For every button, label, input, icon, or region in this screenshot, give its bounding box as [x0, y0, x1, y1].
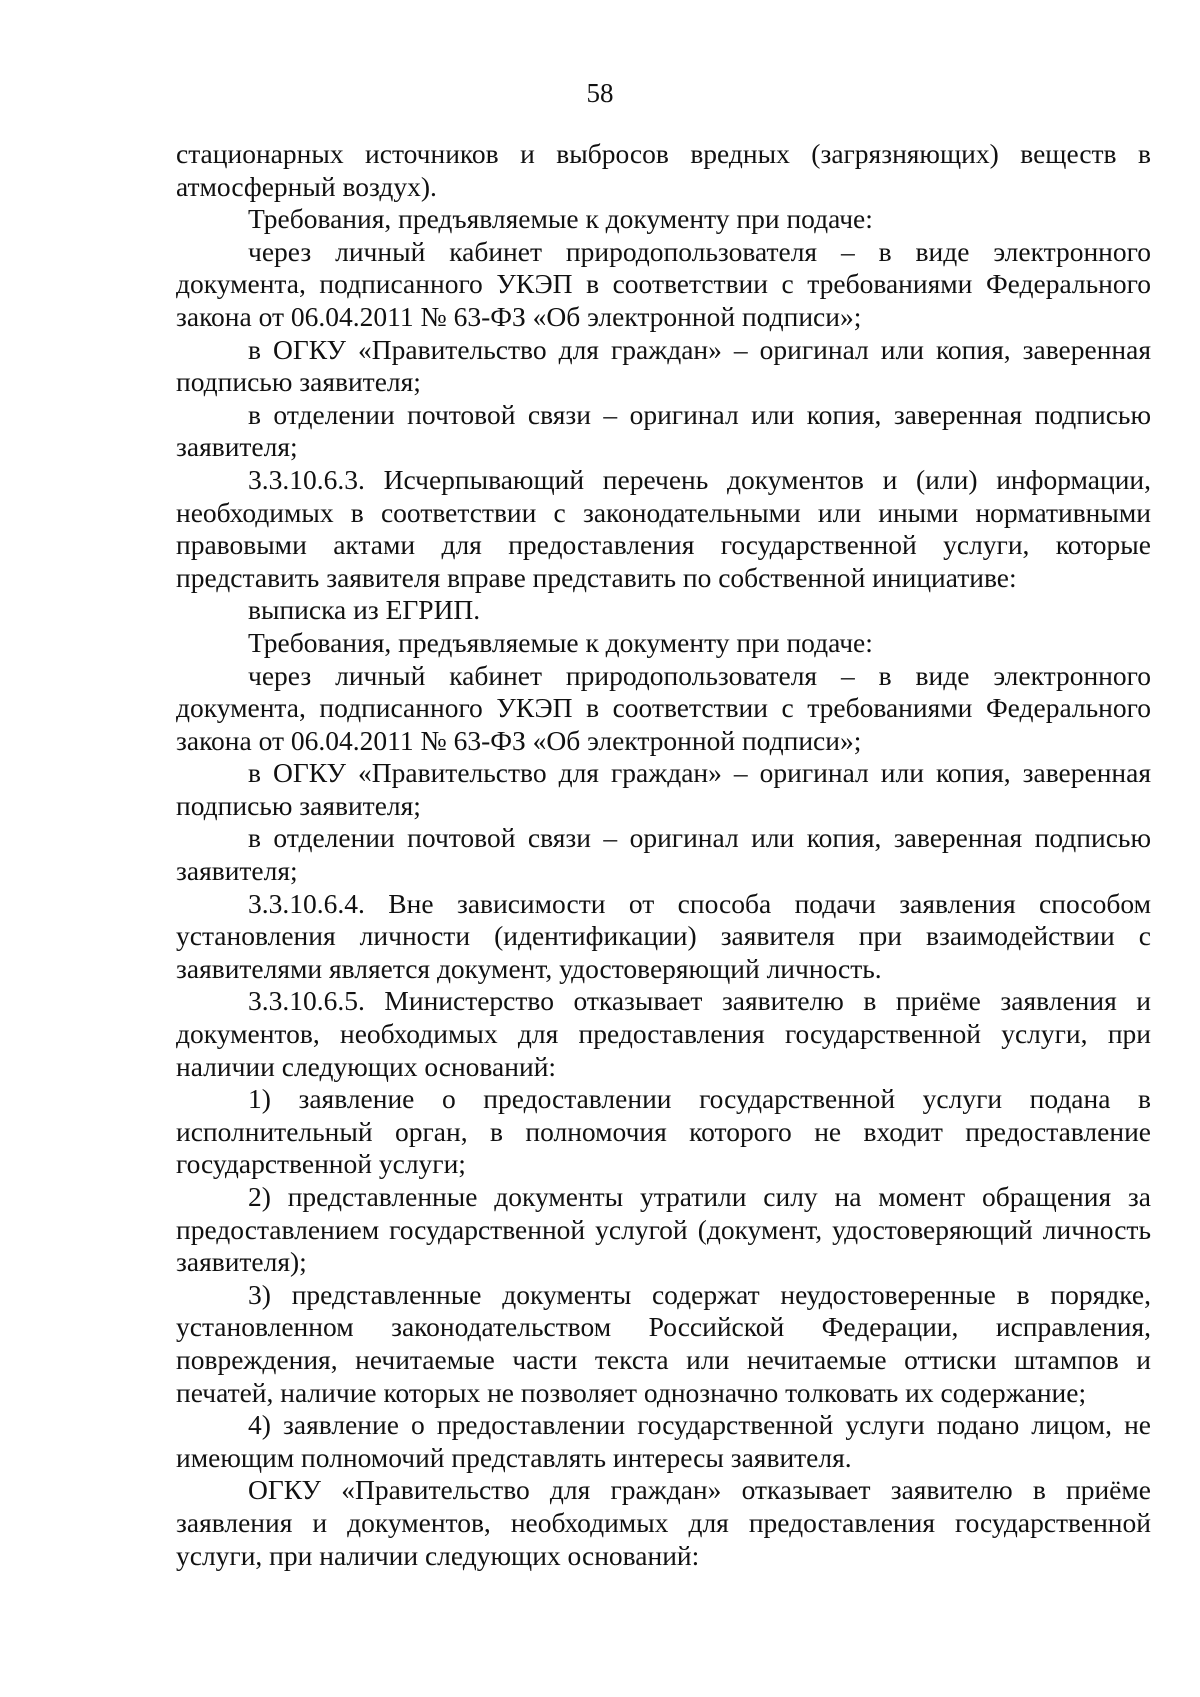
paragraph: стационарных источников и выбросов вредных (загрязняющих) веществ в атмосферный воздух).	[176, 138, 1151, 202]
paragraph: через личный кабинет природопользователя – в виде электронного документа, подписанного УКЭП в соответствии с требованиями Федерального закона от 06.04.2011 № 63-ФЗ «Об электронной подписи»;	[176, 659, 1151, 756]
paragraph: 3.3.10.6.3. Исчерпывающий перечень документов и (или) информации, необходимых в соответствии с законодательными или иными нормативными правовыми актами для предоставления государственной услуги, которые представить заявителя вправе представить по собственной инициативе:	[176, 463, 1151, 593]
paragraph: 4) заявление о предоставлении государственной услуги подано лицом, не имеющим полномочий представлять интересы заявителя.	[176, 1409, 1151, 1473]
paragraph: 3) представленные документы содержат неудостоверенные в порядке, установленном законодательством Российской Федерации, исправления, повреждения, нечитаемые части текста или нечитаемые оттиски штампов и печатей, наличие которых не позволяет однозначно толковать их содержание;	[176, 1278, 1151, 1408]
paragraph: 3.3.10.6.5. Министерство отказывает заявителю в приёме заявления и документов, необходимых для предоставления государственной услуги, при наличии следующих оснований:	[176, 985, 1151, 1082]
paragraph: ОГКУ «Правительство для граждан» отказывает заявителю в приёме заявления и документов, необходимых для предоставления государственной услуги, при наличии следующих оснований:	[176, 1474, 1151, 1571]
paragraph: в ОГКУ «Правительство для граждан» – оригинал или копия, заверенная подписью заявителя;	[176, 757, 1151, 821]
document-body	[176, 138, 1151, 1572]
paragraph: 3.3.10.6.4. Вне зависимости от способа подачи заявления способом установления личности (идентификации) заявителя при взаимодействии с заявителями является документ, удостоверяющий личность.	[176, 887, 1151, 984]
page-number: 58	[586, 78, 614, 108]
paragraph: 2) представленные документы утратили силу на момент обращения за предоставлением государственной услугой (документ, удостоверяющий личность заявителя);	[176, 1181, 1151, 1278]
paragraph: в отделении почтовой связи – оригинал или копия, заверенная подписью заявителя;	[176, 398, 1151, 463]
paragraph: в отделении почтовой связи – оригинал или копия, заверенная подписью заявителя;	[176, 822, 1151, 887]
paragraph: 1) заявление о предоставлении государственной услуги подана в исполнительный орган, в полномочия которого не входит предоставление государственной услуги;	[176, 1083, 1151, 1180]
paragraph: Требования, предъявляемые к документу при подаче:	[248, 203, 873, 235]
paragraph: Требования, предъявляемые к документу при подаче:	[248, 626, 873, 658]
paragraph: в ОГКУ «Правительство для граждан» – оригинал или копия, заверенная подписью заявителя;	[176, 333, 1151, 398]
paragraph: через личный кабинет природопользователя – в виде электронного документа, подписанного УКЭП в соответствии с требованиями Федерального закона от 06.04.2011 № 63-ФЗ «Об электронной подписи»;	[176, 235, 1151, 332]
paragraph: выписка из ЕГРИП.	[248, 594, 481, 626]
